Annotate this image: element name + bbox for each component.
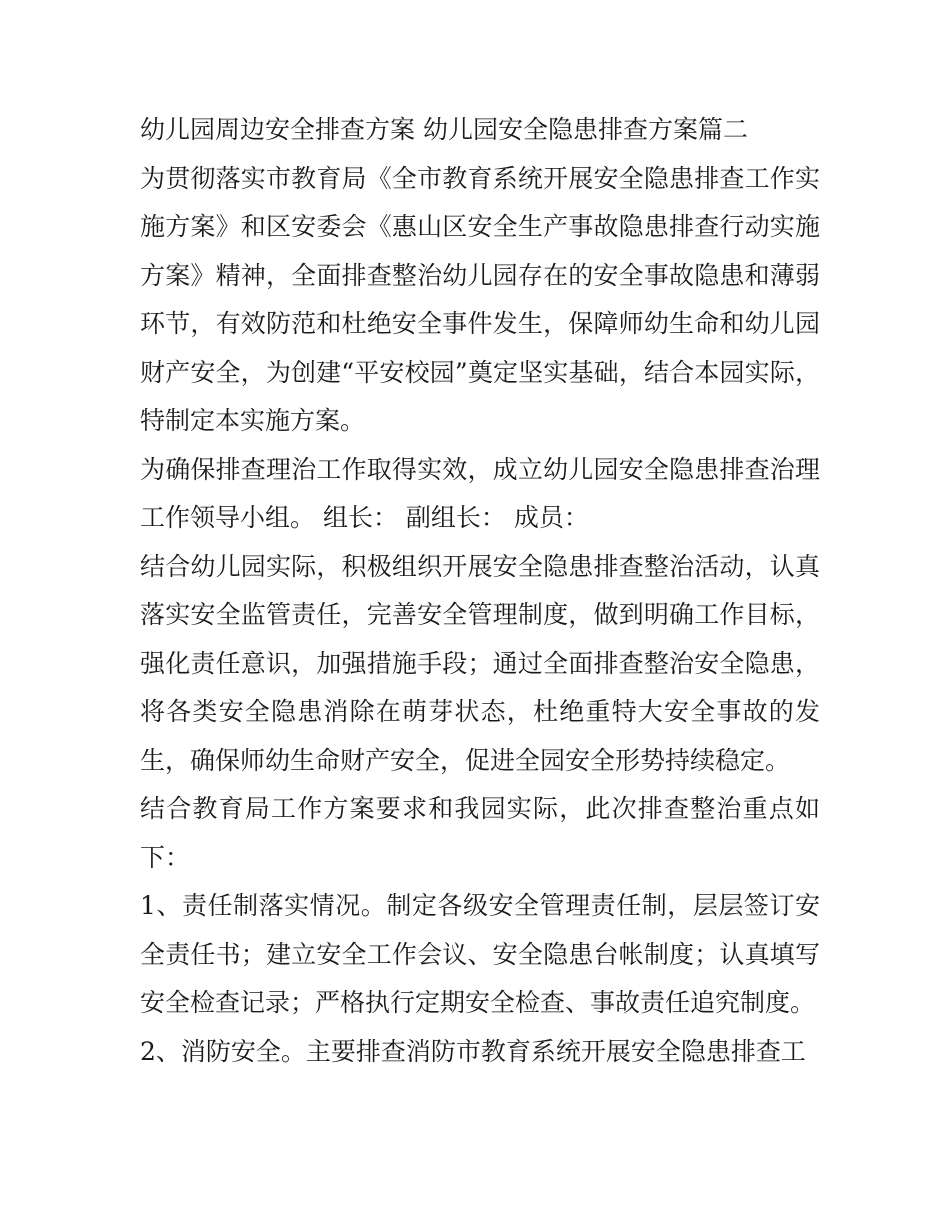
- document-body: [140, 106, 820, 1076]
- list-item-fire-safety: 2、消防安全。主要排查消防市教育系统开展安全隐患排查工: [140, 1036, 806, 1066]
- paragraph-purpose: 为贯彻落实市教育局《全市教育系统开展安全隐患排查工作实施方案》和区安委会《惠山区安全生产事故隐患排查行动实施方案》精神，全面排查整治幼儿园存在的安全事故隐患和薄弱环节，有效防范和杜绝安全事件发生，保障师幼生命和幼儿园财产安全，为创建“平安校园”奠定坚实基础，结合本园实际，特制定本实施方案。: [140, 163, 820, 435]
- list-item-responsibility: 1、责任制落实情况。制定各级安全管理责任制，层层签订安全责任书；建立安全工作会议、安全隐患台帐制度；认真填写安全检查记录；严格执行定期安全检查、事故责任追究制度。: [140, 891, 820, 1017]
- paragraph-objectives: 结合幼儿园实际，积极组织开展安全隐患排查整治活动，认真落实安全监管责任，完善安全管理制度，做到明确工作目标，强化责任意识，加强措施手段；通过全面排查整治安全隐患，将各类安全隐患消除在萌芽状态，杜绝重特大安全事故的发生，确保师幼生命财产安全，促进全园安全形势持续稳定。: [140, 551, 820, 775]
- document-title: 幼儿园周边安全排查方案 幼儿园安全隐患排查方案篇二: [140, 115, 748, 144]
- paragraph-focus-intro: 结合教育局工作方案要求和我园实际，此次排查整治重点如下：: [140, 794, 820, 872]
- paragraph-leadership-group: 为确保排查理治工作取得实效，成立幼儿园安全隐患排查治理工作领导小组。 组长： 副组长： 成员：: [140, 454, 820, 532]
